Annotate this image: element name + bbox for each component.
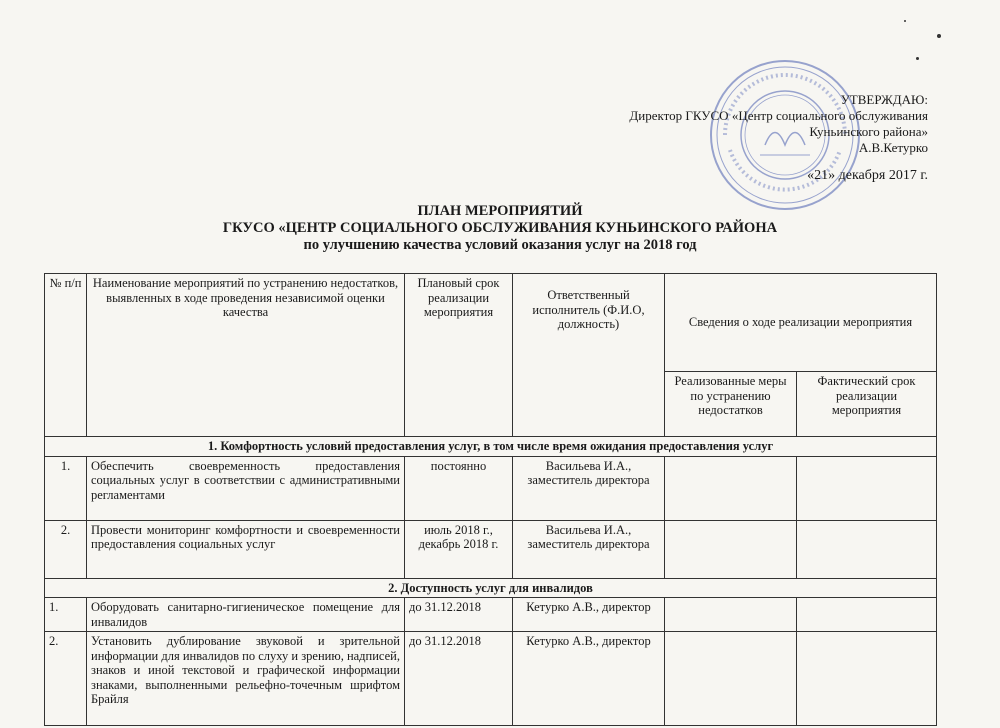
approval-organization: Куньинского района» <box>809 124 928 139</box>
row-deadline: до 31.12.2018 <box>405 598 513 632</box>
row-name: Оборудовать санитарно-гигиеническое помещение для инвалидов <box>87 598 405 632</box>
row-responsible: Кетурко А.В., директор <box>513 598 665 632</box>
approval-position: Директор ГКУСО «Центр социального обслуживания <box>629 108 928 123</box>
title-line-1: ПЛАН МЕРОПРИЯТИЙ <box>417 203 583 219</box>
section-title: 2. Доступность услуг для инвалидов <box>45 578 937 598</box>
row-responsible: Васильева И.А., заместитель директора <box>513 456 665 520</box>
row-measures <box>665 456 797 520</box>
header-actual: Фактический срок реализации мероприятия <box>797 372 937 437</box>
scan-speck <box>904 20 906 22</box>
title-line-3: по улучшению качества условий оказания услуг на 2018 год <box>303 237 697 253</box>
table-row <box>45 520 937 578</box>
plan-table <box>44 273 937 726</box>
row-name: Провести мониторинг комфортности и своевременности предоставления социальных услуг <box>87 520 405 578</box>
scan-speck <box>937 34 941 38</box>
row-deadline: постоянно <box>405 456 513 520</box>
row-actual <box>797 632 937 726</box>
section-title: 1. Комфортность условий предоставления услуг, в том числе время ожидания предоставления услуг <box>45 437 937 457</box>
row-actual <box>797 520 937 578</box>
row-deadline: до 31.12.2018 <box>405 632 513 726</box>
header-num: № п/п <box>45 274 87 437</box>
row-num: 1. <box>45 456 87 520</box>
header-progress: Сведения о ходе реализации мероприятия <box>665 274 937 372</box>
table-row <box>45 632 937 726</box>
row-measures <box>665 632 797 726</box>
header-deadline: Плановый срок реализации мероприятия <box>405 274 513 437</box>
row-measures <box>665 520 797 578</box>
approval-heading: УТВЕРЖДАЮ: <box>840 92 928 107</box>
row-actual <box>797 456 937 520</box>
row-responsible: Кетурко А.В., директор <box>513 632 665 726</box>
title-line-2: ГКУСО «ЦЕНТР СОЦИАЛЬНОГО ОБСЛУЖИВАНИЯ КУНЬИНСКОГО РАЙОНА <box>222 220 778 236</box>
row-responsible: Васильева И.А., заместитель директора <box>513 520 665 578</box>
scan-speck <box>916 57 919 60</box>
row-name: Установить дублирование звуковой и зрительной информации для инвалидов по слуху и зрению, надписей, знаков и иной текстовой и графической информации знаками, выполненными рельефно-точечным шрифтом Брайля <box>87 632 405 726</box>
approval-block <box>629 92 928 184</box>
approval-signatory: А.В.Кетурко <box>858 140 928 155</box>
table-row <box>45 598 937 632</box>
row-name: Обеспечить своевременность предоставления социальных услуг в соответствии с административными регламентами <box>87 456 405 520</box>
approval-date: «21» декабря 2017 г. <box>807 168 928 183</box>
row-actual <box>797 598 937 632</box>
header-responsible: Ответственный исполнитель (Ф.И.О, должность) <box>513 274 665 437</box>
row-num: 2. <box>45 632 87 726</box>
row-deadline: июль 2018 г., декабрь 2018 г. <box>405 520 513 578</box>
header-name: Наименование мероприятий по устранению недостатков, выявленных в ходе проведения независимой оценки качества <box>87 274 405 437</box>
row-measures <box>665 598 797 632</box>
table-row <box>45 456 937 520</box>
row-num: 1. <box>45 598 87 632</box>
document-title <box>0 203 1000 254</box>
row-num: 2. <box>45 520 87 578</box>
header-measures: Реализованные меры по устранению недостатков <box>665 372 797 437</box>
